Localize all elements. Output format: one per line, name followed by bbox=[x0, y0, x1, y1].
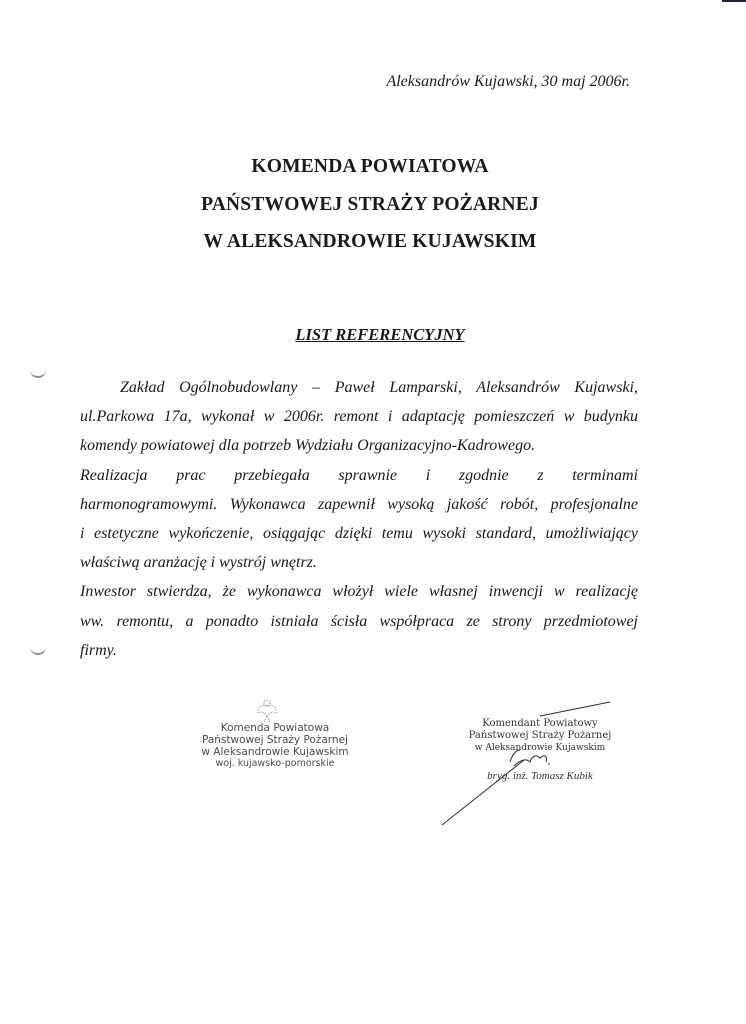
body-line: Inwestor stwierdza, że wykonawca włożył wiele własnej inwencji w realizację bbox=[80, 583, 638, 600]
stamp-line: Komendant Powiatowy bbox=[482, 718, 598, 729]
place-and-date: Aleksandrów Kujawski, 30 maj 2006r. bbox=[386, 73, 630, 90]
body-line: firmy. bbox=[80, 642, 117, 659]
institution-line-2: PAŃSTWOWEJ STRAŻY POŻARNEJ bbox=[201, 194, 539, 215]
document-title: LIST REFERENCYJNY bbox=[295, 325, 465, 344]
stamp-line: Państwowej Straży Pożarnej bbox=[468, 730, 612, 741]
body-line: ul.Parkowa 17a, wykonał w 2006r. remont i adaptację pomieszczeń w budynku bbox=[80, 408, 638, 425]
body-line: właściwą aranżację i wystrój wnętrz. bbox=[80, 554, 317, 571]
punch-hole-mark bbox=[30, 645, 46, 655]
punch-hole-mark bbox=[30, 368, 46, 378]
eagle-emblem-icon bbox=[255, 698, 279, 724]
body-line: komendy powiatowej dla potrzeb Wydziału Organizacyjno-Kadrowego. bbox=[80, 437, 536, 454]
body-line: Realizacja prac przebiegała sprawnie i zgodnie z terminami bbox=[80, 467, 638, 484]
body-line: i estetyczne wykończenie, osiągając dzięki temu wysoki standard, umożliwiający bbox=[80, 525, 638, 542]
signer-name: bryg. inż. Tomasz Kubik bbox=[487, 770, 593, 782]
body-line: ww. remontu, a ponadto istniała ścisła współpraca ze strony przedmiotowej bbox=[80, 613, 638, 630]
scan-edge-mark bbox=[722, 0, 746, 2]
institution-stamp bbox=[180, 722, 370, 770]
stamp-line: Komenda Powiatowa bbox=[220, 722, 330, 734]
body-line: harmonogramowymi. Wykonawca zapewnił wysoką jakość robót, profesjonalne bbox=[80, 496, 638, 513]
stamp-line: w Aleksandrowie Kujawskim bbox=[474, 743, 606, 753]
handwritten-signature bbox=[440, 700, 640, 830]
institution-line-3: W ALEKSANDROWIE KUJAWSKIM bbox=[203, 231, 537, 252]
stamp-line: Państwowej Straży Pożarnej bbox=[202, 734, 348, 746]
stamp-line: woj. kujawsko-pomorskie bbox=[215, 758, 335, 769]
stamp-line: w Aleksandrowie Kujawskim bbox=[201, 746, 349, 758]
body-line: Zakład Ogólnobudowlany – Paweł Lamparski, Aleksandrów Kujawski, bbox=[120, 379, 638, 396]
institution-line-1: KOMENDA POWIATOWA bbox=[251, 156, 489, 177]
